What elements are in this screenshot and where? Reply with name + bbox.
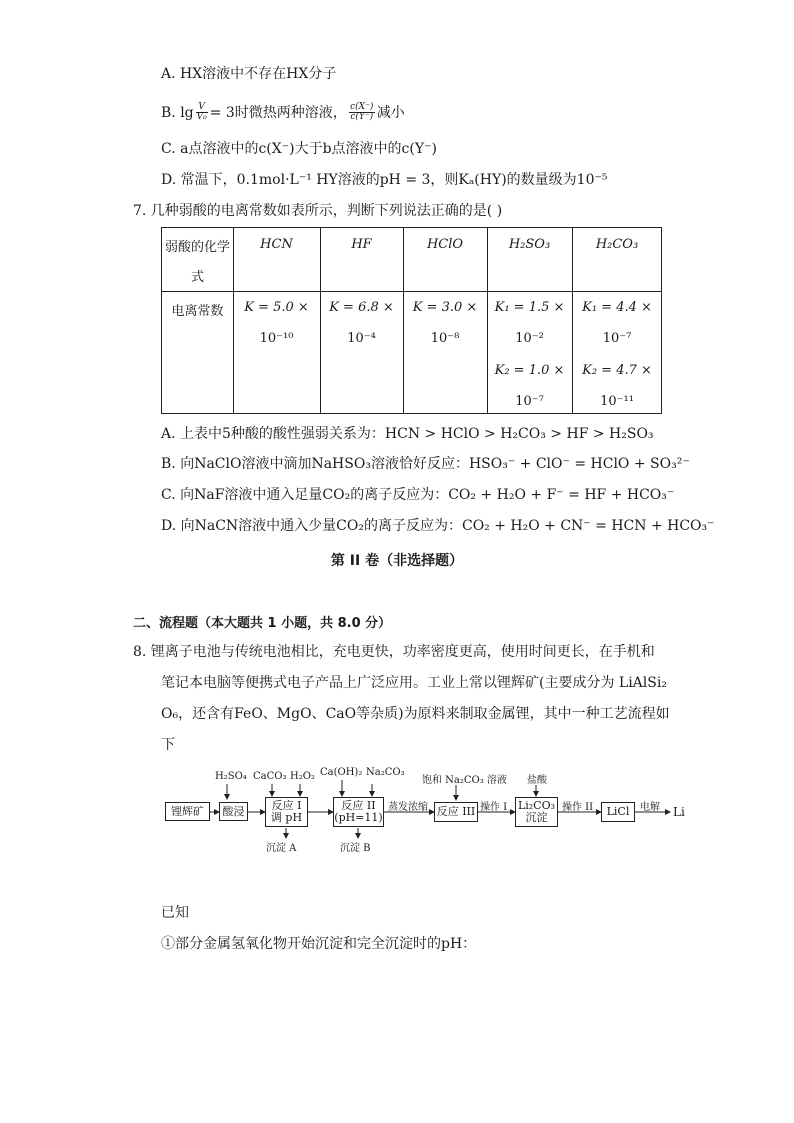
q7-option-d: D. 向NaCN溶液中通入少量CO₂的离子反应为：CO₂ + H₂O + CN⁻ = HCN + HCO₃⁻	[161, 518, 715, 534]
table-acid-hcn: HCN	[260, 237, 293, 252]
flow-label-caco3: CaCO₃	[253, 771, 287, 782]
table-acid-h2so3: H₂SO₃	[508, 237, 551, 252]
flow-label-h2so4: H₂SO₄	[215, 771, 247, 782]
flow-box-licl-label: LiCl	[606, 805, 630, 818]
table-divider	[233, 228, 234, 413]
table-row-label: 电离常数	[171, 304, 224, 319]
flow-label-li: Li	[673, 805, 685, 819]
table-divider	[487, 228, 488, 413]
q6-fraction-c-den: c(Y⁻)	[350, 112, 374, 122]
table-k-value: K = 3.0 ×	[412, 300, 478, 315]
flow-label-h2o2: H₂O₂	[290, 771, 315, 782]
flow-box-reaction-1-sub: 调 pH	[270, 811, 303, 824]
table-divider	[572, 228, 573, 413]
flow-label-electrolysis: 电解	[640, 802, 660, 813]
table-acid-h2co3: H₂CO₃	[595, 237, 639, 252]
table-k1-value: K₁ = 4.4 ×	[582, 300, 652, 315]
flow-box-ore	[165, 802, 210, 821]
q6-fraction-c-num: c(X⁻)	[350, 102, 374, 112]
q6-option-b-mid: = 3时微热两种溶液，	[209, 104, 347, 121]
flow-box-reaction-3	[434, 802, 478, 822]
flow-label-sat-na2co3: 饱和 Na₂CO₃ 溶液	[422, 775, 507, 786]
table-k2-exponent: 10⁻⁷	[515, 394, 544, 409]
q7-option-c: C. 向NaF溶液中通入足量CO₂的离子反应为：CO₂ + H₂O + F⁻ = HF + HCO₃⁻	[161, 487, 675, 503]
flow-label-operation-2: 操作 II	[562, 802, 594, 813]
flow-label-precipitate-a: 沉淀 A	[266, 843, 297, 854]
table-k-value: K = 5.0 ×	[244, 300, 309, 315]
table-header-label: 式	[190, 270, 204, 285]
flow-box-reaction-2	[333, 797, 384, 827]
flow-box-li2co3-sub: 沉淀	[525, 811, 548, 824]
q7-option-b: B. 向NaClO溶液中滴加NaHSO₃溶液恰好反应：HSO₃⁻ + ClO⁻ = HClO + SO₃²⁻	[161, 456, 690, 472]
table-k1-value: K₁ = 1.5 ×	[494, 300, 565, 315]
section2-heading: 二、流程题（本大题共 1 小题，共 8.0 分）	[133, 616, 392, 631]
table-k1-exponent: 10⁻⁷	[602, 331, 632, 346]
q8-known: 已知	[161, 905, 189, 921]
flow-label-operation-1: 操作 I	[480, 802, 508, 813]
flow-box-acid-leach	[219, 802, 248, 821]
table-k-value: K = 6.8 ×	[329, 300, 394, 315]
flow-box-reaction-2-sub: (pH=11)	[334, 811, 383, 824]
q6-option-a: A. HX溶液中不存在HX分子	[161, 66, 337, 82]
flow-label-caoh2: Ca(OH)₂	[320, 767, 363, 778]
q6-fraction-v	[196, 103, 208, 122]
q8-line-4: 下	[161, 737, 175, 753]
q8-known-1: ①部分金属氢氧化物开始沉淀和完全沉淀时的pH：	[161, 936, 477, 952]
flow-box-reaction-1-label: 反应 I	[271, 799, 302, 812]
table-k-exponent: 10⁻⁸	[430, 331, 460, 346]
flow-box-reaction-3-label: 反应 III	[436, 805, 476, 818]
flow-box-reaction-1	[265, 797, 308, 827]
q6-option-b	[161, 103, 405, 122]
q6-fraction-v-den: V₀	[196, 112, 207, 122]
flow-box-licl	[601, 802, 635, 822]
q6-option-d: D. 常温下，0.1mol·L⁻¹ HY溶液的pH = 3，则Kₐ(HY)的数量级为10⁻⁵	[161, 172, 608, 188]
table-header-label: 弱酸的化学	[164, 240, 230, 255]
table-divider	[403, 228, 404, 413]
q7-option-a: A. 上表中5种酸的酸性强弱关系为：HCN > HClO > H₂CO₃ > HF > H₂SO₃	[161, 426, 654, 442]
q8-line-2: 笔记本电脑等便携式电子产品上广泛应用。工业上常以锂辉矿(主要成分为 LiAlSi₂	[161, 675, 667, 691]
table-k-exponent: 10⁻¹⁰	[259, 331, 294, 346]
flow-label-hcl: 盐酸	[527, 775, 547, 786]
flow-box-reaction-2-label: 反应 II	[341, 799, 376, 812]
table-k2-value: K₂ = 4.7 ×	[582, 363, 652, 378]
table-acid-hf: HF	[351, 237, 372, 252]
ionization-constant-table	[161, 227, 662, 414]
q8-line-3: O₆，还含有FeO、MgO、CaO等杂质)为原料来制取金属锂，其中一种工艺流程如	[161, 706, 670, 722]
table-divider	[320, 228, 321, 413]
q6-option-b-suffix: 减小	[376, 104, 405, 121]
q6-fraction-c	[349, 103, 375, 122]
part2-title: 第 II 卷（非选择题）	[330, 553, 464, 569]
q6-fraction-v-num: V	[198, 102, 205, 112]
q8-line-1: 8. 锂离子电池与传统电池相比，充电更快，功率密度更高，使用时间更长，在手机和	[133, 644, 655, 660]
table-divider	[162, 291, 661, 292]
flow-box-ore-label: 锂辉矿	[171, 804, 204, 818]
flow-label-na2co3: Na₂CO₃	[366, 767, 405, 778]
q6-option-b-prefix: B. lg	[161, 104, 194, 121]
flow-box-li2co3	[515, 797, 558, 827]
table-k1-exponent: 10⁻²	[515, 331, 544, 346]
flow-label-precipitate-b: 沉淀 B	[340, 843, 371, 854]
q7-stem: 7. 几种弱酸的电离常数如表所示，判断下列说法正确的是( )	[133, 203, 503, 219]
flow-label-evaporate: 蒸发浓缩	[388, 802, 428, 813]
q6-option-c: C. a点溶液中的c(X⁻)大于b点溶液中的c(Y⁻)	[161, 141, 437, 157]
flow-box-li2co3-label: Li₂CO₃	[517, 799, 556, 812]
table-k-exponent: 10⁻⁴	[347, 331, 376, 346]
table-k2-exponent: 10⁻¹¹	[600, 394, 634, 409]
flow-box-acid-leach-label: 酸浸	[222, 804, 245, 818]
table-k2-value: K₂ = 1.0 ×	[494, 363, 565, 378]
table-acid-hclo: HClO	[426, 237, 464, 252]
